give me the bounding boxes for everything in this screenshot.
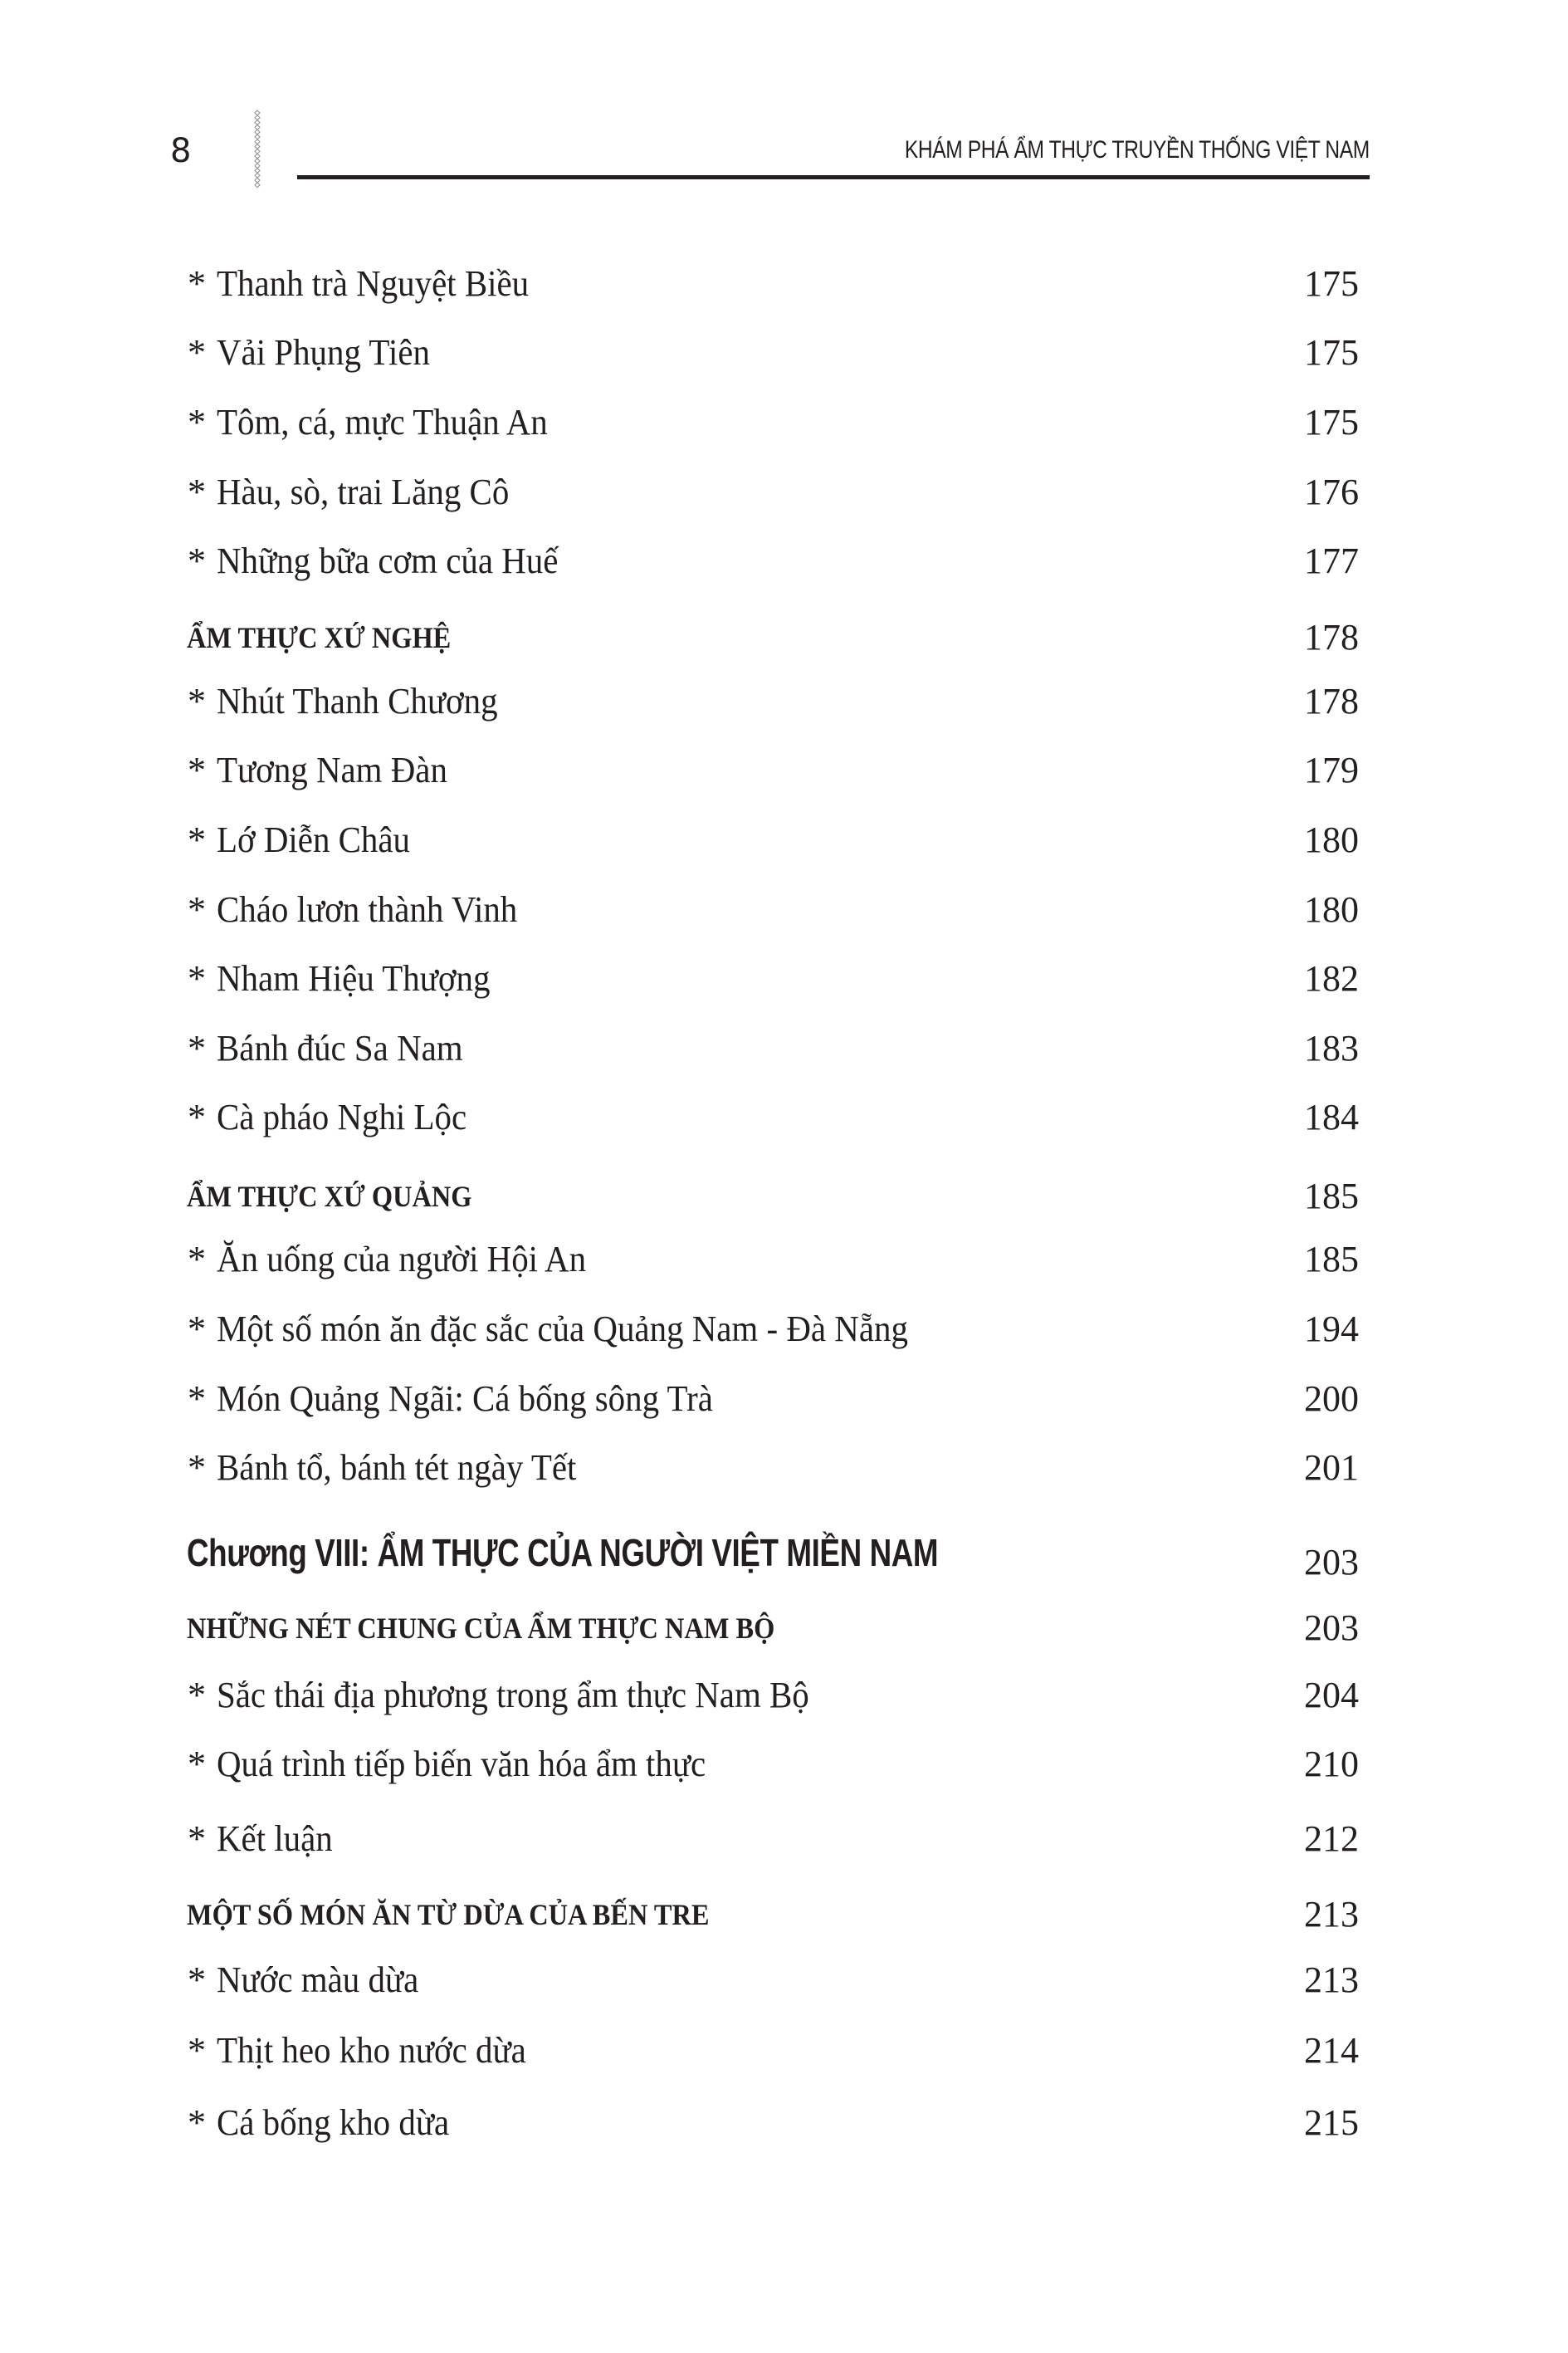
- toc-entry-title: Lớ Diễn Châu: [217, 819, 411, 860]
- toc-entry-page: 214: [1304, 2030, 1359, 2071]
- bullet-asterisk: *: [188, 1309, 206, 1349]
- toc-entry-page: 185: [1304, 1239, 1359, 1279]
- toc-entry-page: 182: [1304, 958, 1359, 999]
- toc-item: [0, 2098, 1568, 2148]
- bullet-asterisk: *: [188, 1028, 206, 1069]
- toc-chapter-heading: [0, 1528, 1568, 1583]
- toc-item: [0, 1671, 1568, 1720]
- bullet-asterisk: *: [188, 1675, 206, 1715]
- toc-entry-title: Sắc thái địa phương trong ẩm thực Nam Bộ: [217, 1675, 809, 1715]
- toc-entry-page: 210: [1304, 1744, 1359, 1784]
- toc-entry-title: Ăn uống của người Hội An: [217, 1239, 587, 1279]
- toc-entry-page: 203: [1304, 1542, 1359, 1583]
- toc-section-heading: [0, 613, 1568, 663]
- toc-item: [0, 677, 1568, 726]
- toc-entry-title: Một số món ăn đặc sắc của Quảng Nam - Đà Nẵng: [217, 1309, 908, 1349]
- bullet-asterisk: *: [188, 889, 206, 930]
- toc-item: [0, 746, 1568, 795]
- bullet-asterisk: *: [188, 402, 206, 443]
- toc-entry-title: Món Quảng Ngãi: Cá bống sông Trà: [217, 1378, 713, 1419]
- toc-entry-page: 180: [1304, 889, 1359, 930]
- toc-item: [0, 398, 1568, 448]
- toc-item: [0, 2026, 1568, 2076]
- toc-entry-title: Thịt heo kho nước dừa: [217, 2030, 526, 2071]
- bullet-asterisk: *: [188, 958, 206, 999]
- toc-item: [0, 954, 1568, 1004]
- toc-entry-title: Chương VIII: ẨM THỰC CỦA NGƯỜI VIỆT MIỀN NAM: [187, 1531, 939, 1574]
- bullet-asterisk: *: [188, 2030, 206, 2071]
- toc-entry-title: ẨM THỰC XỨ NGHỆ: [187, 621, 452, 654]
- toc-entry-title: Vải Phụng Tiên: [217, 332, 430, 373]
- toc-entry-title: Nước màu dừa: [217, 1959, 419, 2000]
- toc-entry-page: 183: [1304, 1028, 1359, 1069]
- bullet-asterisk: *: [188, 1097, 206, 1137]
- toc-item: [0, 1739, 1568, 1789]
- toc-entry-page: 194: [1304, 1309, 1359, 1349]
- toc-entry-page: 179: [1304, 750, 1359, 790]
- toc-item: [0, 1304, 1568, 1354]
- toc-item: [0, 467, 1568, 517]
- toc-entry-page: 200: [1304, 1378, 1359, 1419]
- toc-entry-page: 185: [1304, 1176, 1359, 1216]
- bullet-asterisk: *: [188, 1378, 206, 1419]
- toc-entry-title: Cá bống kho dừa: [217, 2102, 450, 2143]
- toc-section-heading: [0, 1603, 1568, 1653]
- toc-entry-title: Quá trình tiếp biến văn hóa ẩm thực: [217, 1744, 706, 1784]
- bullet-asterisk: *: [188, 332, 206, 373]
- bullet-asterisk: *: [188, 681, 206, 722]
- bullet-asterisk: *: [188, 1447, 206, 1488]
- bullet-asterisk: *: [188, 1818, 206, 1859]
- bullet-asterisk: *: [188, 1959, 206, 2000]
- toc-entry-page: 180: [1304, 819, 1359, 860]
- toc-entry-title: Hàu, sò, trai Lăng Cô: [217, 472, 510, 512]
- toc-section-heading: [0, 1890, 1568, 1940]
- toc-entry-page: 176: [1304, 472, 1359, 512]
- toc-entry-page: 215: [1304, 2102, 1359, 2143]
- bullet-asterisk: *: [188, 2102, 206, 2143]
- toc-entry-title: MỘT SỐ MÓN ĂN TỪ DỪA CỦA BẾN TRE: [187, 1898, 710, 1931]
- toc-entry-page: 178: [1304, 681, 1359, 722]
- toc-entry-title: Nhút Thanh Chương: [217, 681, 498, 722]
- running-title: KHÁM PHÁ ẨM THỰC TRUYỀN THỐNG VIỆT NAM: [905, 136, 1370, 164]
- toc-entry-page: 203: [1304, 1607, 1359, 1648]
- toc-entry-page: 201: [1304, 1447, 1359, 1488]
- toc-entry-title: Bánh đúc Sa Nam: [217, 1028, 463, 1069]
- toc-item: [0, 1443, 1568, 1493]
- toc-item: [0, 885, 1568, 935]
- toc-entry-title: Những bữa cơm của Huế: [217, 541, 559, 581]
- toc-item: [0, 1814, 1568, 1864]
- toc-item: [0, 1955, 1568, 2005]
- toc-entry-page: 175: [1304, 402, 1359, 443]
- toc-entry-page: 213: [1304, 1959, 1359, 2000]
- bullet-asterisk: *: [188, 263, 206, 304]
- toc-entry-title: Tôm, cá, mực Thuận An: [217, 402, 548, 443]
- toc-item: [0, 1235, 1568, 1284]
- bullet-asterisk: *: [188, 541, 206, 581]
- toc-entry-page: 177: [1304, 541, 1359, 581]
- toc-entry-page: 175: [1304, 332, 1359, 373]
- toc-entry-page: 212: [1304, 1818, 1359, 1859]
- toc-item: [0, 1024, 1568, 1074]
- bullet-asterisk: *: [188, 750, 206, 790]
- toc-entry-title: Cà pháo Nghi Lộc: [217, 1097, 467, 1137]
- toc-section-heading: [0, 1172, 1568, 1221]
- toc-item: [0, 259, 1568, 309]
- toc-entry-title: Nham Hiệu Thượng: [217, 958, 491, 999]
- toc-entry-page: 213: [1304, 1894, 1359, 1935]
- toc-item: [0, 815, 1568, 865]
- toc-entry-page: 175: [1304, 263, 1359, 304]
- toc-entry-title: Thanh trà Nguyệt Biều: [217, 263, 530, 304]
- bullet-asterisk: *: [188, 1744, 206, 1784]
- page-number: 8: [170, 132, 192, 170]
- toc-entry-title: Bánh tổ, bánh tét ngày Tết: [217, 1447, 577, 1488]
- toc-item: [0, 536, 1568, 586]
- toc-entry-page: 184: [1304, 1097, 1359, 1137]
- toc-entry-title: Kết luận: [217, 1818, 333, 1859]
- bullet-asterisk: *: [188, 472, 206, 512]
- toc-item: [0, 1374, 1568, 1424]
- bullet-asterisk: *: [188, 819, 206, 860]
- toc-entry-page: 204: [1304, 1675, 1359, 1715]
- toc-entry-title: Tương Nam Đàn: [217, 750, 447, 790]
- toc-entry-page: 178: [1304, 617, 1359, 658]
- toc-entry-title: NHỮNG NÉT CHUNG CỦA ẨM THỰC NAM BỘ: [187, 1612, 775, 1645]
- toc-item: [0, 328, 1568, 378]
- bullet-asterisk: *: [188, 1239, 206, 1279]
- toc-entry-title: Cháo lươn thành Vinh: [217, 889, 518, 930]
- toc-entry-title: ẨM THỰC XỨ QUẢNG: [187, 1180, 472, 1213]
- toc-item: [0, 1093, 1568, 1142]
